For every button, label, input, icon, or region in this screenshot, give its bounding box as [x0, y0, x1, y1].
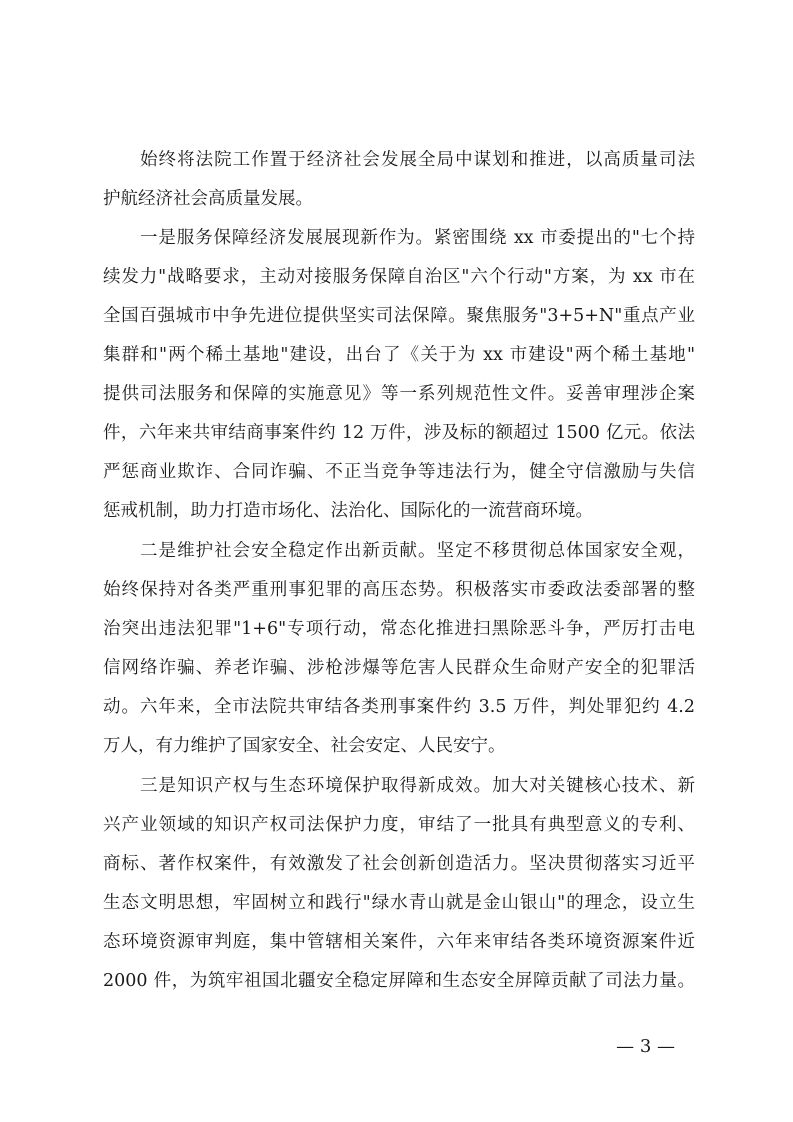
- text-line: 一是服务保障经济发展展现新作为。紧密围绕 xx 市委提出的"七个持: [140, 228, 695, 248]
- text-line: 商标、著作权案件，有效激发了社会创新创造活力。坚决贯彻落实习近平: [103, 854, 695, 874]
- text-line: 严惩商业欺诈、合同诈骗、不正当竞争等违法行为，健全守信激励与失信: [103, 462, 695, 482]
- text-line: 生态文明思想，牢固树立和践行"绿水青山就是金山银山"的理念，设立生: [103, 893, 695, 913]
- text-line: 信网络诈骗、养老诈骗、涉枪涉爆等危害人民群众生命财产安全的犯罪活: [103, 658, 695, 678]
- text-line: 2000 件，为筑牢祖国北疆安全稳定屏障和生态安全屏障贡献了司法力量。: [103, 971, 695, 991]
- text-line: 态环境资源审判庭，集中管辖相关案件，六年来审结各类环境资源案件近: [103, 932, 695, 952]
- page-number: — 3 —: [616, 1036, 675, 1057]
- text-line: 兴产业领域的知识产权司法保护力度，审结了一批具有典型意义的专利、: [103, 815, 695, 835]
- text-line: 惩戒机制，助力打造市场化、法治化、国际化的一流营商环境。: [103, 501, 593, 521]
- text-line: 始终保持对各类严重刑事犯罪的高压态势。积极落实市委政法委部署的整: [103, 580, 695, 600]
- text-line: 二是维护社会安全稳定作出新贡献。坚定不移贯彻总体国家安全观，: [140, 541, 695, 561]
- text-line: 治突出违法犯罪"1+6"专项行动，常态化推进扫黑除恶斗争，严厉打击电: [103, 619, 695, 639]
- text-line: 全国百强城市中争先进位提供坚实司法保障。聚焦服务"3+5+N"重点产业: [103, 306, 695, 326]
- text-line: 件，六年来共审结商事案件约 12 万件，涉及标的额超过 1500 亿元。依法: [103, 423, 695, 443]
- text-line: 护航经济社会高质量发展。: [103, 189, 313, 209]
- text-line: 始终将法院工作置于经济社会发展全局中谋划和推进，以高质量司法: [140, 150, 695, 170]
- text-line: 三是知识产权与生态环境保护取得新成效。加大对关键核心技术、新: [140, 776, 695, 796]
- text-line: 动。六年来，全市法院共审结各类刑事案件约 3.5 万件，判处罪犯约 4.2: [103, 697, 695, 717]
- text-line: 续发力"战略要求，主动对接服务保障自治区"六个行动"方案，为 xx 市在: [103, 267, 695, 287]
- text-line: 集群和"两个稀土基地"建设，出台了《关于为 xx 市建设"两个稀土基地": [103, 345, 695, 365]
- text-line: 万人，有力维护了国家安全、社会安定、人民安宁。: [103, 736, 506, 756]
- text-line: 提供司法服务和保障的实施意见》等一系列规范性文件。妥善审理涉企案: [103, 384, 695, 404]
